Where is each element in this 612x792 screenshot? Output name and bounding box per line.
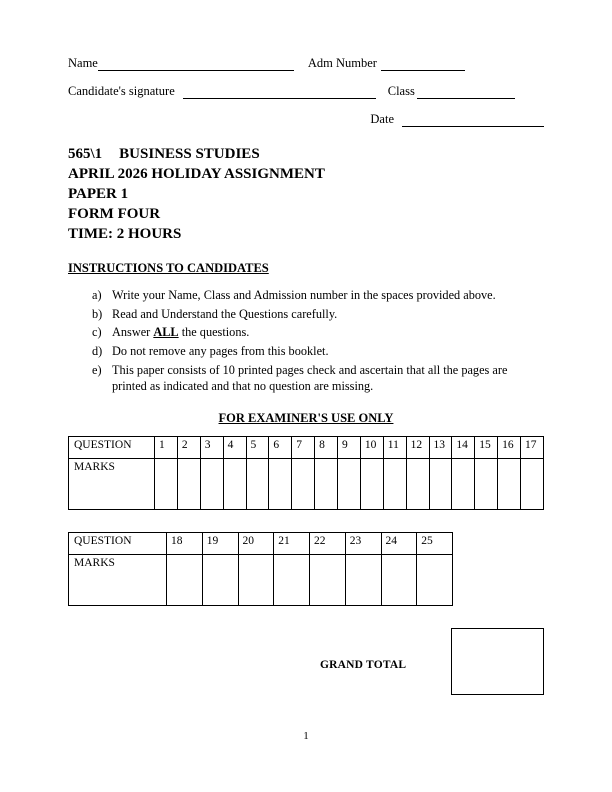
class-input-line[interactable] [417,86,515,99]
instruction-item [92,324,544,340]
instruction-text-pre: Answer [112,325,154,340]
question-number-cell: 9 [338,436,361,458]
question-number-cell: 3 [200,436,223,458]
marks-cell[interactable] [360,458,383,509]
marks-cell[interactable] [498,458,521,509]
instruction-item [92,306,544,322]
question-number-cell: 18 [167,532,203,554]
marks-cell[interactable] [274,554,310,605]
question-number-cell: 22 [310,532,346,554]
candidate-signature-label: Candidate's signature [68,84,175,98]
question-number-cell: 11 [383,436,406,458]
paper-number: PAPER 1 [68,185,129,202]
question-number-cell: 10 [360,436,383,458]
instruction-text-pre: Read and Understand the Questions carefully. [112,306,338,321]
instruction-marker: c) [92,325,102,340]
question-number-cell: 16 [498,436,521,458]
marks-cell[interactable] [246,458,269,509]
marks-cell[interactable] [406,458,429,509]
instruction-text [112,324,544,340]
paper-code: 565\1 [68,146,103,162]
question-number-cell: 25 [417,532,453,554]
marks-cell[interactable] [177,458,200,509]
instruction-text [112,306,544,322]
marks-cell[interactable] [202,554,238,605]
instruction-text [112,287,544,303]
grand-total-section [68,628,544,702]
paper-session: APRIL 2026 HOLIDAY ASSIGNMENT [68,165,325,182]
grand-total-box[interactable] [451,628,544,695]
marks-cell[interactable] [223,458,246,509]
instruction-text [112,362,544,395]
instruction-text-post: the questions. [178,325,250,340]
instructions-list [68,287,544,395]
marks-cell[interactable] [381,554,417,605]
instruction-item [92,343,544,359]
name-input-line[interactable] [98,58,294,71]
instruction-text-emphasis: ALL [153,325,179,340]
instruction-marker: b) [92,306,103,321]
name-label: Name [68,56,98,70]
name-adm-row [68,56,544,71]
instruction-text-pre: This paper consists of 10 printed pages check and ascertain that all the pages are printed as indicated and that no question are missing. [112,363,508,394]
question-number-cell: 24 [381,532,417,554]
marks-cell[interactable] [521,458,544,509]
page-number: 1 [303,730,309,742]
table-row-marks [69,554,453,605]
question-number-cell: 20 [238,532,274,554]
marks-table-questions-18-25 [68,532,453,606]
signature-class-row [68,84,544,99]
paper-form: FORM FOUR [68,205,161,222]
marks-cell[interactable] [269,458,292,509]
class-label: Class [387,84,415,98]
instruction-text-pre: Write your Name, Class and Admission number in the spaces provided above. [112,287,496,302]
marks-table-questions-1-17 [68,436,544,510]
marks-cell[interactable] [155,458,178,509]
marks-cell[interactable] [338,458,361,509]
question-number-cell: 5 [246,436,269,458]
table-row-marks [69,458,544,509]
question-number-cell: 12 [406,436,429,458]
instruction-text-pre: Do not remove any pages from this booklet. [112,344,329,359]
question-row-label: QUESTION [69,532,167,554]
marks-cell[interactable] [417,554,453,605]
grand-total-label: GRAND TOTAL [320,658,407,671]
paper-code-subject [68,145,544,165]
marks-cell[interactable] [475,458,498,509]
instructions-heading: INSTRUCTIONS TO CANDIDATES [68,260,269,275]
paper-subject: BUSINESS STUDIES [119,146,260,162]
table-row-questions [69,532,453,554]
marks-cell[interactable] [200,458,223,509]
question-row-label: QUESTION [69,436,155,458]
instruction-item [92,362,544,395]
paper-title-block [68,145,544,245]
question-number-cell: 19 [202,532,238,554]
question-number-cell: 8 [315,436,338,458]
marks-cell[interactable] [310,554,346,605]
instruction-marker: d) [92,344,103,359]
question-number-cell: 21 [274,532,310,554]
question-number-cell: 17 [521,436,544,458]
instruction-marker: e) [92,363,102,378]
question-number-cell: 1 [155,436,178,458]
question-number-cell: 7 [292,436,315,458]
marks-row-label: MARKS [69,458,155,509]
marks-cell[interactable] [429,458,452,509]
marks-cell[interactable] [452,458,475,509]
question-number-cell: 15 [475,436,498,458]
instruction-text [112,343,544,359]
adm-number-label: Adm Number [307,56,377,70]
question-number-cell: 2 [177,436,200,458]
question-number-cell: 13 [429,436,452,458]
examiner-use-heading: FOR EXAMINER'S USE ONLY [218,410,394,425]
marks-cell[interactable] [167,554,203,605]
table-row-questions [69,436,544,458]
adm-number-input-line[interactable] [381,58,465,71]
instruction-item [92,287,544,303]
question-number-cell: 4 [223,436,246,458]
marks-cell[interactable] [345,554,381,605]
marks-cell[interactable] [292,458,315,509]
question-number-cell: 14 [452,436,475,458]
date-input-line[interactable] [402,114,544,127]
date-row [68,112,544,127]
date-label: Date [370,112,394,126]
marks-cell[interactable] [238,554,274,605]
signature-input-line[interactable] [183,86,376,99]
marks-cell[interactable] [383,458,406,509]
question-number-cell: 6 [269,436,292,458]
instruction-marker: a) [92,287,102,302]
question-number-cell: 23 [345,532,381,554]
marks-row-label: MARKS [69,554,167,605]
paper-time: TIME: 2 HOURS [68,225,182,242]
marks-cell[interactable] [315,458,338,509]
